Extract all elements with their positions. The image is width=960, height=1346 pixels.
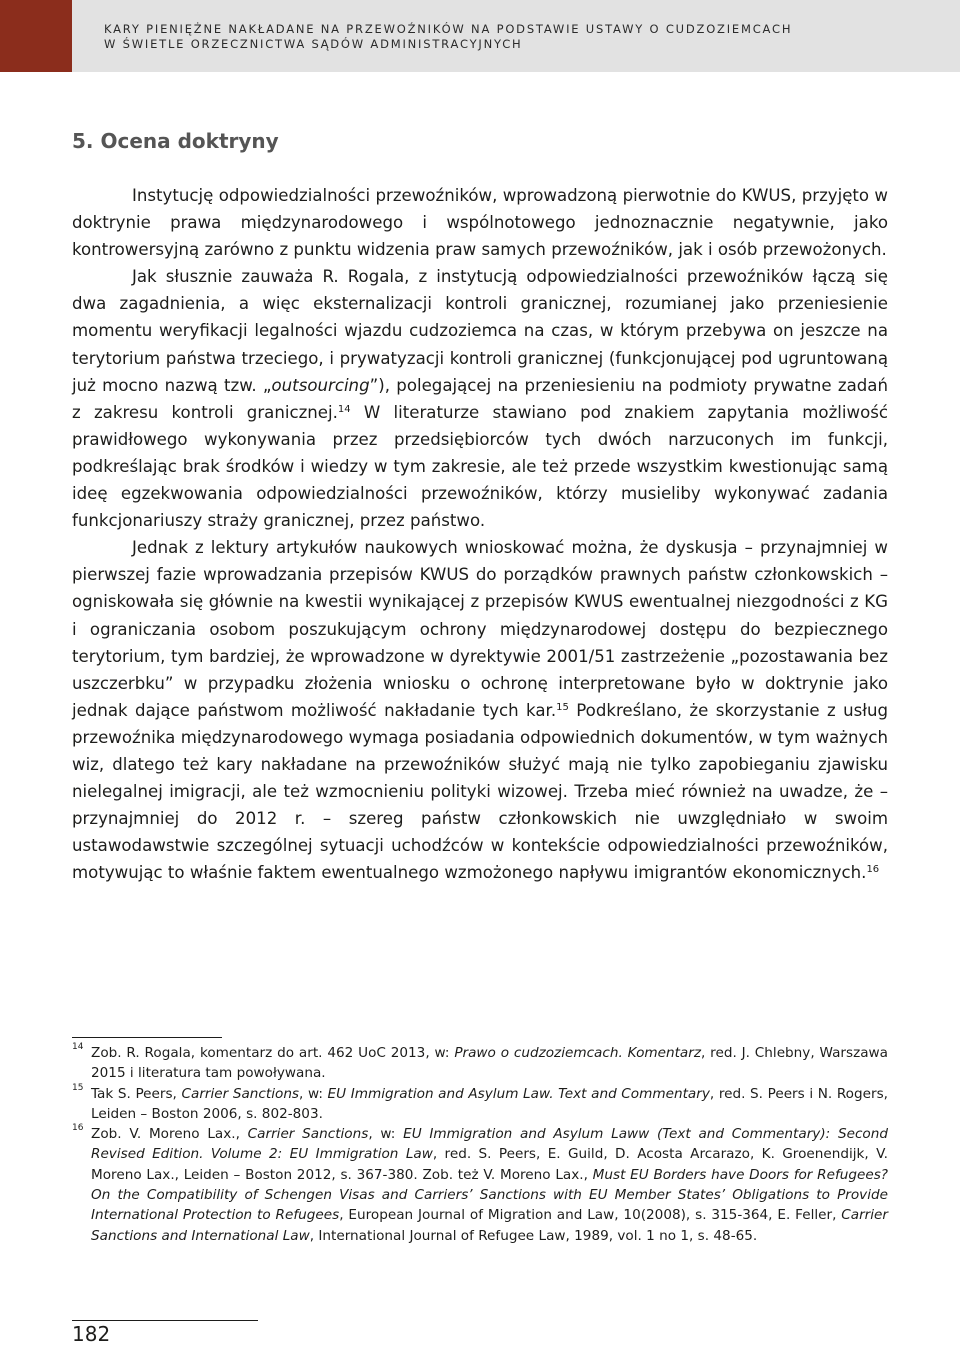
footnote-text: , red. J. Chlebny, Warszawa 2015 i literatura tam powoływana. xyxy=(91,1045,889,1082)
footnote-italic-title: EU Immigration and Asylum Laww (Text and Commentary): Second Revised Edition. Volume 2: EU Immigration Law xyxy=(91,1126,888,1163)
paragraph-3 xyxy=(72,534,888,886)
footnote-text: , w: xyxy=(368,1126,404,1143)
paragraph-2-italic-term: outsourcing xyxy=(271,375,370,395)
paragraph-1: Instytucję odpowiedzialności przewoźników, wprowadzoną pierwotnie do KWUS, przyjęto w doktrynie prawa międzynarodowego i wspólnotowego jednoznacznie negatywnie, jako kontrowersyjną zarówno z punktu widzenia praw samych przewoźników, jak i osób przewożonych. xyxy=(72,186,888,260)
footnote-text: Tak S. Peers, xyxy=(91,1085,182,1102)
footnotes xyxy=(72,1043,888,1246)
running-header-line-1: KARY PIENIĘŻNE NAKŁADANE NA PRZEWOŹNIKÓW NA PODSTAWIE USTAWY O CUDZOZIEMCACH xyxy=(104,22,793,36)
paragraph-3-text-b: Podkreślano, że skorzystanie z usług przewoźnika międzynarodowego wymaga posiadania odpowiednich dokumentów, w tym ważnych wiz, dlatego też kary nakładane na przewoźników służyć mają nie tylko zapobieganiu zjawisku nielegalnej imigracji, ale też wzmocnieniu polityki wizowej. Trzeba mieć również na uwadze, że – przynajmniej do 2012 r. – szereg państw członkowskich nie uwzględniało w swoim ustawodawstwie szczególnej sytuacji uchodźców w kontekście odpowiedzialności przewoźników, motywując to właśnie faktem ewentualnego wzmożonego napływu imigrantów ekonomicznych. xyxy=(72,700,888,883)
footnote-number: 14 xyxy=(72,1042,84,1052)
footnote-separator xyxy=(72,1037,222,1038)
footnote-text: Zob. V. Moreno Lax., xyxy=(91,1126,248,1143)
footnote-text: , red. S. Peers i N. Rogers, Leiden – Boston 2006, s. 802-803. xyxy=(91,1085,888,1122)
footnote-ref-16[interactable]: 16 xyxy=(866,864,880,876)
footnote-italic-title: Carrier Sanctions and International Law xyxy=(91,1207,888,1244)
footnote-15 xyxy=(72,1084,888,1125)
paragraph-2-text-a: Jak słusznie zauważa R. Rogala, z instytucją odpowiedzialności przewoźników łączą się dwa zagadnienia, a więc eksternalizacji kontroli granicznej, rozumianej jako przeniesienie momentu weryfikacji legalności wjazdu cudzoziemca na czas, w którym przebywa on jeszcze na terytorium państwa trzeciego, i prywatyzacji kontroli granicznej (funkcjonującej pod ugruntowaną już mocno nazwą tzw. „ xyxy=(72,267,888,395)
page-number-rule xyxy=(72,1320,258,1321)
footnote-italic-title: Must EU Borders have Doors for Refugees? On the Compatibility of Schengen Visas and Carriers’ Sanctions with EU Member States’ Obligations to Provide International Protection to Refugees xyxy=(91,1166,888,1224)
footnote-italic-title: Carrier Sanctions xyxy=(181,1085,300,1102)
footnote-italic-title: EU Immigration and Asylum Law. Text and Commentary xyxy=(327,1085,710,1102)
footnote-number: 16 xyxy=(72,1123,84,1134)
footnote-text: , red. S. Peers, E. Guild, D. Acosta Arcarazo, K. Groenendijk, V. Moreno Lax., Leiden – Boston 2012, s. 367-380. Zob. też V. Moreno Lax., xyxy=(91,1146,888,1183)
footnote-italic-title: Prawo o cudzoziemcach. Komentarz xyxy=(454,1045,701,1061)
main-text xyxy=(72,182,888,886)
running-header-line-2: W ŚWIETLE ORZECZNICTWA SĄDÓW ADMINISTRACYJNYCH xyxy=(104,37,523,51)
paragraph-2 xyxy=(72,263,888,534)
header-accent-block xyxy=(0,0,72,72)
footnote-16 xyxy=(72,1124,888,1246)
paragraph-2-text-c: W literaturze stawiano pod znakiem zapytania możliwość prawidłowego wykonywania przez przedsiębiorców tych dwóch narzuconych im funkcji, podkreślając brak środków i wiedzy w tym zakresie, ale też przede wszystkim kwestionując samą ideę egzekwowania odpowiedzialności przewoźników, którzy musieliby wykonywać zadania funkcjonariuszy straży granicznej, przez państwo. xyxy=(72,402,888,531)
running-header-title xyxy=(104,22,924,52)
footnote-text: , International Journal of Refugee Law, 1989, vol. 1 no 1, s. 48-65. xyxy=(309,1227,758,1244)
footnote-ref-14[interactable]: 14 xyxy=(337,403,351,415)
footnote-italic-title: Carrier Sanctions xyxy=(247,1126,369,1143)
footnote-text: , European Journal of Migration and Law, 10(2008), s. 315-364, E. Feller, xyxy=(339,1207,842,1224)
footnote-number: 15 xyxy=(72,1082,84,1093)
footnote-text: , w: xyxy=(299,1085,328,1102)
footnote-text: Zob. R. Rogala, komentarz do art. 462 UoC 2013, w: xyxy=(91,1045,455,1061)
footnote-14 xyxy=(72,1043,888,1084)
section-heading: 5. Ocena doktryny xyxy=(72,129,279,153)
paragraph-2-text-b: ”), polegającej na przeniesieniu na podmioty prywatne zadań z zakresu kontroli granicznej. xyxy=(72,375,888,422)
page-number: 182 xyxy=(72,1322,111,1346)
footnote-ref-15[interactable]: 15 xyxy=(556,701,569,713)
paragraph-3-text-a: Jednak z lektury artykułów naukowych wnioskować można, że dyskusja – przynajmniej w pierwszej fazie wprowadzania przepisów KWUS do porządków prawnych państw członkowskich – ogniskowała się głównie na kwestii wynikającej z przepisów KWUS ewentualnej niezgodności z KG i ograniczania osobom poszukującym ochrony międzynarodowej dostępu do bezpiecznego terytorium, tym bardziej, że wprowadzone w dyrektywie 2001/51 zastrzeżenie „pozostawania bez uszczerbku” w przypadku złożenia wniosku o ochronę interpretowane było w doktrynie jako jednak dające państwom możliwość nakładanie tych kar. xyxy=(72,538,888,720)
